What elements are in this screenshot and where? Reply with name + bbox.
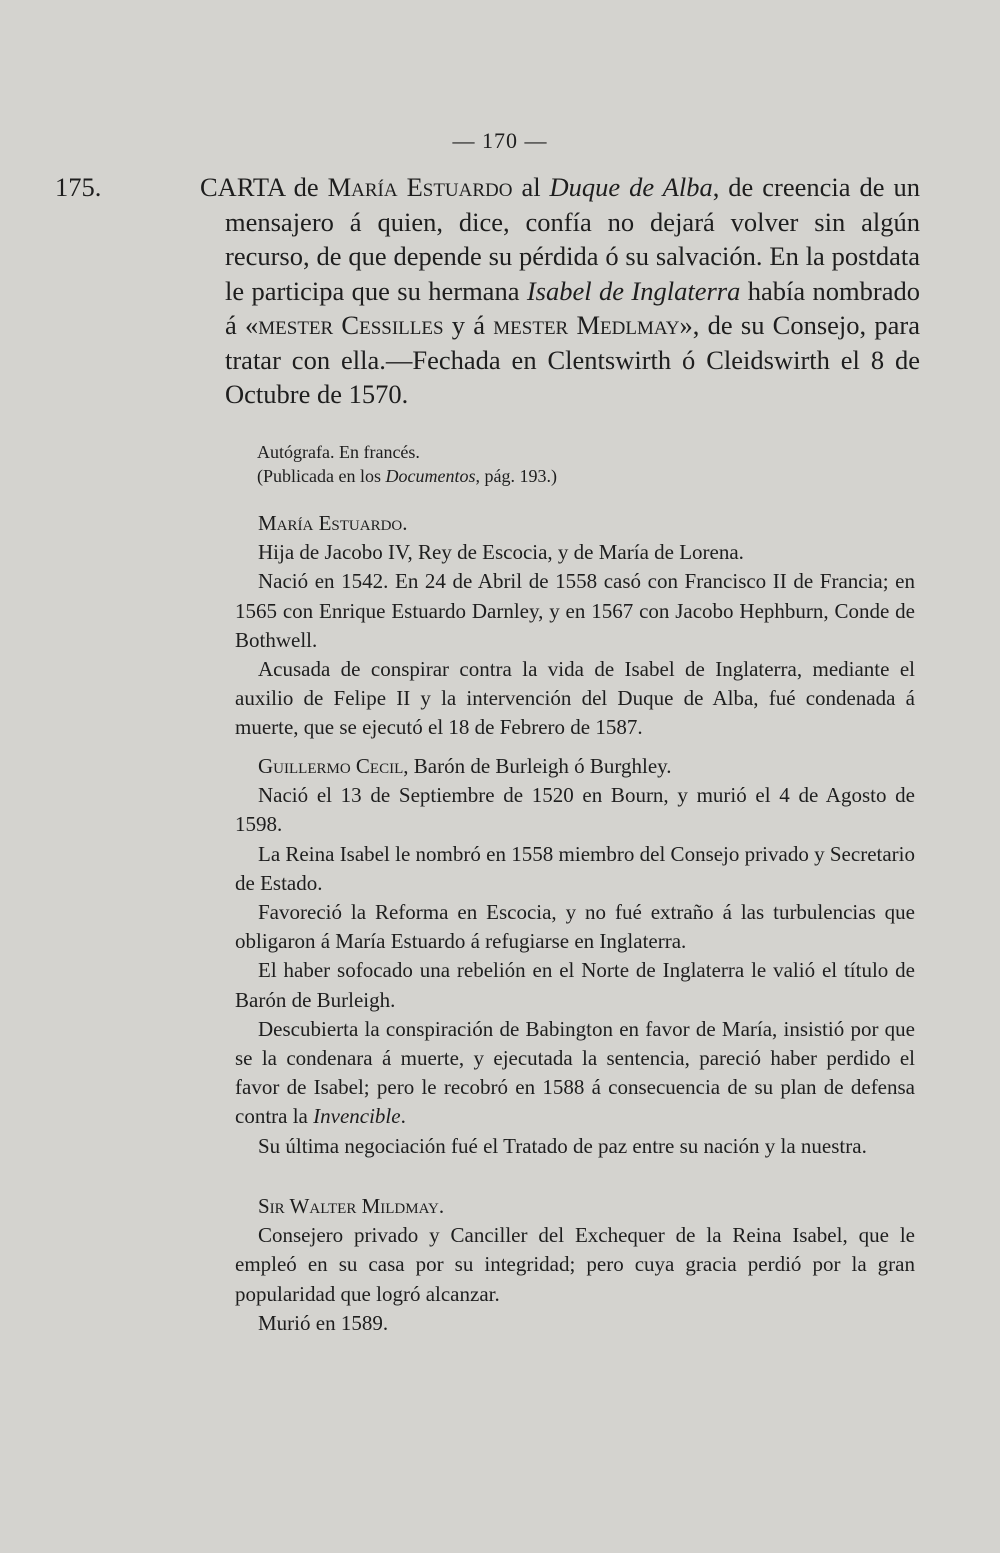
entry-text-5: y á — [443, 310, 494, 340]
note-line-2 — [257, 464, 917, 488]
note-line-1: Autógrafa. En francés. — [257, 442, 420, 462]
entry-name-cessilles: mester Cessilles — [258, 310, 444, 340]
entry-text-3: , de creencia de un mensajero á quien, dice, confía no dejará volver sin algún recurso, de que depende su pérdida ó su salvación. En la postdata le participa que su hermana — [225, 172, 920, 306]
bio-paragraph: Consejero privado y Canciller del Exchequer de la Reina Isabel, que le empleó en su casa por su integridad; pero cuya gracia perdió por la gran popularidad que logró alcanzar. — [235, 1223, 915, 1306]
bio-walter-mildmay — [235, 1192, 915, 1338]
bio-paragraph: Su última negociación fué el Tratado de paz entre su nación y la nuestra. — [258, 1133, 867, 1158]
bio-paragraph: Acusada de conspirar contra la vida de Isabel de Inglaterra, mediante el auxilio de Felipe II y la intervención del Duque de Alba, fué condenada á muerte, que se ejecutó el 18 de Febrero de 1587. — [235, 657, 915, 740]
note-line-2-italic: Documentos — [385, 466, 476, 486]
entry-italic-duque: Duque de Alba — [549, 172, 713, 202]
bio-guillermo-cecil — [235, 752, 915, 1161]
entry-name-medlmay: mester Medlmay — [493, 310, 680, 340]
bio-heading-rest: , Barón de Burleigh ó Burghley. — [403, 754, 672, 778]
bio-p5-italic: Invencible — [313, 1104, 401, 1129]
entry-number: 175. — [55, 172, 102, 202]
bio-p5-post: . — [400, 1104, 406, 1129]
entry-text-1: CARTA de — [200, 172, 328, 202]
note-line-2-pre: (Publicada en los — [257, 466, 386, 486]
entry-paragraph — [55, 170, 921, 412]
bio-heading: Sir Walter Mildmay. — [258, 1194, 445, 1218]
bio-heading — [235, 752, 915, 781]
note-line-2-post: , pág. 193.) — [475, 466, 557, 486]
bio-heading: María Estuardo. — [258, 511, 408, 535]
bio-paragraph: Hija de Jacobo IV, Rey de Escocia, y de María de Lorena. — [258, 540, 744, 565]
catalog-entry — [55, 170, 921, 412]
bio-paragraph: Nació en 1542. En 24 de Abril de 1558 casó con Francisco II de Francia; en 1565 con Enrique Estuardo Darnley, y en 1567 con Jacobo Hephburn, Conde de Bothwell. — [235, 569, 915, 652]
entry-text-4: había nombrado á « — [225, 275, 921, 340]
entry-italic-isabel: Isabel de Inglaterra — [526, 275, 741, 306]
bio-heading-name: Guillermo Cecil — [258, 754, 404, 778]
bio-maria-estuardo — [235, 509, 915, 743]
bio-paragraph: Favoreció la Reforma en Escocia, y no fué extraño á las turbulencias que obligaron á María Estuardo á refugiarse en Inglaterra. — [235, 900, 915, 954]
page-number: — 170 — — [452, 128, 548, 153]
bio-paragraph — [235, 1015, 915, 1132]
entry-text-2: al — [512, 172, 550, 202]
entry-text-6: », de su Consejo, para tratar con ella.—Fechada en Clentswirth ó Cleidswirth el 8 de Octubre de 1570. — [225, 310, 920, 409]
bio-p5-pre: Descubierta la conspiración de Babington en favor de María, insistió por que se la condenara á muerte, y ejecutada la sentencia, pareció haber perdido el favor de Isabel; pero le recobró en 1588 á consecuencia de su plan de defensa contra la — [235, 1016, 915, 1129]
bio-paragraph: El haber sofocado una rebelión en el Norte de Inglaterra le valió el título de Barón de Burleigh. — [235, 958, 915, 1012]
entry-notes — [257, 440, 917, 488]
entry-name-maria: María Estuardo — [327, 172, 513, 202]
bio-paragraph: Murió en 1589. — [258, 1310, 389, 1335]
bio-paragraph: Nació el 13 de Septiembre de 1520 en Bourn, y murió el 4 de Agosto de 1598. — [235, 783, 915, 837]
bio-paragraph: La Reina Isabel le nombró en 1558 miembro del Consejo privado y Secretario de Estado. — [235, 841, 915, 895]
